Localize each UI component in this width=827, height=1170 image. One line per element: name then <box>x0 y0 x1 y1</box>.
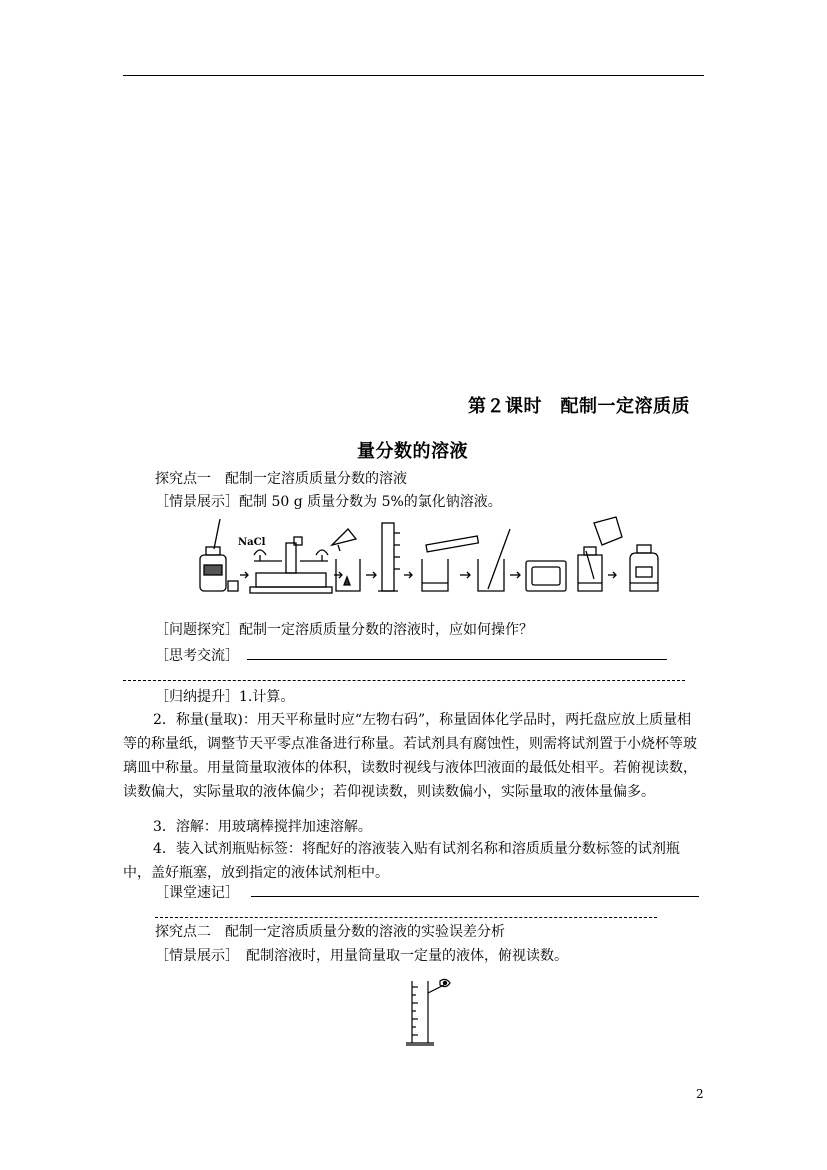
section2-scenario: ［情景展示］ 配制溶液时，用量筒量取一定量的液体，俯视读数。 <box>155 948 568 964</box>
notes-line[interactable] <box>251 882 699 897</box>
summary-item1: 1.计算。 <box>239 689 295 705</box>
cylinder-reading-figure <box>402 975 458 1050</box>
summary-item3: 3．溶解：用玻璃棒搅拌加速溶解。 <box>153 819 372 835</box>
nacl-label: NaCl <box>238 537 266 548</box>
summary-item2: 2．称量(量取)：用天平称量时应“左物右码”，称量固体化学品时，两托盘应放上质量相等的称量纸，调整节天平零点准备进行称量。若试剂具有腐蚀性，则需将试剂置于小烧杯等玻璃皿中称量。用量筒量取液体的体积，读数时视线与液体凹液面的最低处相平。若俯视读数，读数偏大，实际量取的液体偏少；若仰视读数，则读数偏小，实际量取的液体量偏多。 <box>123 712 697 800</box>
section1-question: ［问题探究］配制一定溶质质量分数的溶液时，应如何操作？ <box>155 622 533 638</box>
procedure-figure <box>190 515 670 597</box>
section1-scenario: ［情景展示］配制 50 g 质量分数为 5%的氯化钠溶液。 <box>155 494 502 510</box>
summary-label: ［归纳提升］ <box>155 689 239 705</box>
notes-row <box>155 882 699 903</box>
page-number: 2 <box>696 1087 704 1101</box>
discuss-row <box>155 645 667 666</box>
lesson-title-line1: 第２课时 配制一定溶质质 <box>468 396 690 417</box>
notes-label: ［课堂速记］ <box>155 885 239 901</box>
summary-row <box>155 687 294 707</box>
notes-line-2[interactable] <box>155 917 657 918</box>
discuss-label: ［思考交流］ <box>155 648 239 664</box>
header-rule <box>123 75 704 76</box>
summary-item4: 4．装入试剂瓶贴标签：将配好的溶液装入贴有试剂名称和溶质质量分数标签的试剂瓶中，盖好瓶塞，放到指定的液体试剂柜中。 <box>123 841 680 881</box>
discuss-answer-line[interactable] <box>247 645 667 660</box>
section2-heading: 探究点二 配制一定溶质质量分数的溶液的实验误差分析 <box>155 924 505 940</box>
lesson-title-line2: 量分数的溶液 <box>357 441 468 462</box>
section1-heading: 探究点一 配制一定溶质质量分数的溶液 <box>155 471 407 487</box>
discuss-answer-line-2[interactable] <box>123 680 685 681</box>
